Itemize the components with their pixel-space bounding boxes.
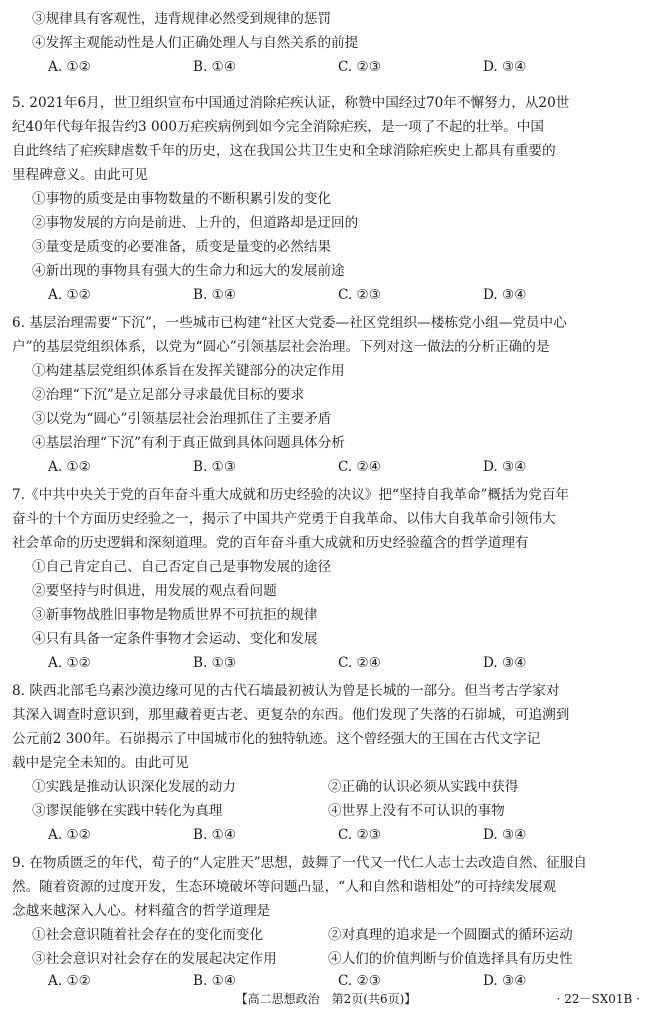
question-7-item: ③新事物战胜旧事物是物质世界不可抗拒的规律 [32,607,318,623]
pre-options [48,56,640,78]
option-c: C. ②③ [338,973,381,989]
option-d: D. ③④ [483,287,527,303]
question-5-options [48,284,640,306]
question-8-item: ④世界上没有不可认识的事物 [328,803,505,819]
question-8-stem: 载中是完全未知的。由此可见 [12,755,189,771]
option-b: B. ①④ [193,973,237,989]
question-8-item: ③谬误能够在实践中转化为真理 [32,803,223,819]
question-6-item: ①构建基层党组织体系旨在发挥关键部分的决定作用 [32,363,345,379]
option-b: B. ①④ [193,827,237,843]
pre-item: ④发挥主观能动性是人们正确处理人与自然关系的前提 [32,35,359,51]
question-7-item: ①自己肯定自己、自己否定自己是事物发展的途径 [32,559,332,575]
question-9-stem: 9. 在物质匮乏的年代，荀子的“人定胜天”思想，鼓舞了一代又一代仁人志士去改造自然、征服自 [12,855,587,871]
question-5-item: ④新出现的事物具有强大的生命力和远大的发展前途 [32,263,345,279]
question-6-stem: 6. 基层治理需要“下沉”，一些城市已构建“社区大党委—社区党组织—楼栋党小组—党员中心 [12,315,567,331]
question-9-item: ④人们的价值判断与价值选择具有历史性 [328,951,573,967]
question-6-item: ②治理“下沉”是立足部分寻求最优目标的要求 [32,387,305,403]
question-8-stem: 其深入调查时意识到，那里藏着更古老、更复杂的东西。他们发现了失落的石峁城，可追溯到 [12,707,570,723]
question-5-stem: 纪40年代每年报告约3 000万疟疾病例到如今完全消除疟疾，是一项了不起的壮举。中国 [12,119,544,135]
option-d: D. ③④ [483,459,527,475]
option-b: B. ①③ [193,655,237,671]
question-9-item-row [32,924,640,946]
question-7-stem: 奋斗的十个方面历史经验之一，揭示了中国共产党勇于自我革命、以伟大自我革命引领伟大 [12,511,556,527]
option-c: C. ②④ [338,459,381,475]
option-a: A. ①② [48,655,91,671]
question-7-item: ④只有具备一定条件事物才会运动、变化和发展 [32,631,318,647]
option-d: D. ③④ [483,59,527,75]
question-6-stem: 户”的基层党组织体系，以党为“圆心”引领基层社会治理。下列对这一做法的分析正确的是 [12,339,550,355]
question-5-item: ②事物发展的方向是前进、上升的，但道路却是迂回的 [32,215,359,231]
question-5-item: ③量变是质变的必要准备，质变是量变的必然结果 [32,239,332,255]
question-8-item-row [32,800,640,822]
question-8-options [48,824,640,846]
option-a: A. ①② [48,59,91,75]
question-9-item: ②对真理的追求是一个圆圈式的循环运动 [328,927,573,943]
question-8-item: ①实践是推动认识深化发展的动力 [32,779,236,795]
question-6-options [48,456,640,478]
option-b: B. ①④ [193,287,237,303]
question-7-stem: 社会革命的历史逻辑和深刻道理。党的百年奋斗重大成就和历史经验蕴含的哲学道理有 [12,535,529,551]
question-5-stem: 自此终结了疟疾肆虐数千年的历史，这在我国公共卫生史和全球消除疟疾史上都具有重要的 [12,143,556,159]
footer-code: · 22－SX01B · [556,992,640,1006]
question-9-item-row [32,948,640,970]
question-8-item: ②正确的认识必须从实践中获得 [328,779,519,795]
question-7-item: ②要坚持与时俱进，用发展的观点看问题 [32,583,277,599]
question-8-stem: 8. 陕西北部毛乌素沙漠边缘可见的古代石墙最初被认为曾是长城的一部分。但当考古学家对 [12,683,560,699]
option-b: B. ①④ [193,59,237,75]
option-a: A. ①② [48,459,91,475]
question-5-stem: 里程碑意义。由此可见 [12,167,148,183]
question-9-stem: 然。随着资源的过度开发，生态环境破坏等问题凸显，“人和自然和谐相处”的可持续发展观 [12,879,557,895]
question-5-stem: 5. 2021年6月，世卫组织宣布中国通过消除疟疾认证，称赞中国经过70年不懈努力，从20世 [12,95,570,111]
option-a: A. ①② [48,287,91,303]
option-c: C. ②④ [338,655,381,671]
option-d: D. ③④ [483,827,527,843]
option-a: A. ①② [48,973,91,989]
question-9-item: ③社会意识对社会存在的发展起决定作用 [32,951,277,967]
option-c: C. ②③ [338,59,381,75]
footer-page-info: 【高二思想政治 第2页(共6页)】 [235,992,417,1006]
question-5-item: ①事物的质变是由事物数量的不断积累引发的变化 [32,191,332,207]
option-d: D. ③④ [483,973,527,989]
question-7-stem: 7.《中共中央关于党的百年奋斗重大成就和历史经验的决议》把“坚持自我革命”概括为党百年 [12,487,570,503]
option-c: C. ②③ [338,287,381,303]
question-9-stem: 念越来越深入人心。材料蕴含的哲学道理是 [12,903,271,919]
pre-item: ③规律具有客观性，违背规律必然受到规律的惩罚 [32,11,332,27]
page-footer [0,988,652,1010]
option-b: B. ①③ [193,459,237,475]
option-a: A. ①② [48,827,91,843]
question-6-item: ③以党为“圆心”引领基层社会治理抓住了主要矛盾 [32,411,332,427]
option-c: C. ②③ [338,827,381,843]
question-8-item-row [32,776,640,798]
option-d: D. ③④ [483,655,527,671]
question-9-item: ①社会意识随着社会存在的变化而变化 [32,927,264,943]
question-7-options [48,652,640,674]
question-6-item: ④基层治理“下沉”有利于真正做到具体问题具体分析 [32,435,345,451]
question-8-stem: 公元前2 300年。石峁揭示了中国城市化的独特轨迹。这个曾经强大的王国在古代文字记 [12,731,541,747]
